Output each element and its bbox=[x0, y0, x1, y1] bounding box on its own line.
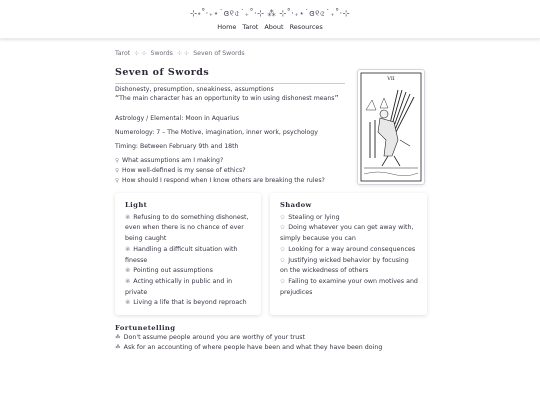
fortune-item-text: Ask for an accounting of where people have been and what they have been doing bbox=[123, 344, 383, 351]
shadow-item-text: Doing whatever you can get away with, simply because you can bbox=[280, 224, 414, 243]
card-numeral: VII bbox=[387, 76, 395, 82]
close-quote-icon: ” bbox=[334, 94, 339, 103]
question-bullet-icon: ♀ bbox=[115, 168, 120, 174]
question-item bbox=[115, 166, 347, 176]
fortune-item bbox=[115, 333, 427, 343]
flower-icon: ❀ bbox=[125, 213, 131, 221]
question-text: How should I respond when I know others are breaking the rules? bbox=[122, 177, 325, 184]
light-item-text: Acting ethically in public and in private bbox=[125, 277, 233, 296]
quote-text: The main character has an opportunity to win using dishonest means bbox=[119, 95, 335, 102]
light-shadow-panels bbox=[115, 193, 427, 315]
question-item bbox=[115, 176, 347, 186]
light-item bbox=[125, 277, 252, 298]
light-item bbox=[125, 298, 252, 309]
shadow-item bbox=[280, 256, 418, 277]
light-item bbox=[125, 213, 252, 245]
site-header bbox=[0, 0, 540, 39]
question-text: What assumptions am I making? bbox=[122, 157, 224, 164]
main-content bbox=[115, 50, 427, 351]
title-row bbox=[115, 67, 345, 78]
flower-icon: ❀ bbox=[125, 267, 131, 275]
fortunetelling-section bbox=[115, 323, 427, 353]
flower-icon: ❀ bbox=[125, 299, 131, 307]
shadow-item bbox=[280, 213, 418, 224]
question-bullet-icon: ♀ bbox=[115, 158, 120, 164]
light-item-text: Refusing to do something dishonest, even when there is no chance of ever being caught bbox=[125, 213, 249, 243]
shadow-list bbox=[280, 213, 418, 299]
clover-icon: ☘ bbox=[115, 344, 121, 351]
light-list bbox=[125, 213, 252, 309]
shadow-item bbox=[280, 245, 418, 256]
shadow-item-text: Failing to examine your own motives and prejudices bbox=[280, 277, 418, 296]
timing: Timing: Between February 9th and 18th bbox=[115, 143, 239, 150]
nav-about[interactable]: About bbox=[264, 23, 284, 31]
question-text: How well-defined is my sense of ethics? bbox=[122, 167, 246, 174]
clover-icon: ☘ bbox=[115, 334, 121, 341]
open-quote-icon: “ bbox=[115, 94, 120, 103]
nav-tarot[interactable]: Tarot bbox=[242, 23, 259, 31]
question-item bbox=[115, 156, 347, 166]
shadow-panel bbox=[270, 193, 427, 315]
breadcrumb-separator: ⊹ ⊹ bbox=[134, 50, 147, 57]
shadow-item-text: Looking for a way around consequences bbox=[288, 245, 416, 253]
light-item bbox=[125, 245, 252, 266]
fortunetelling-heading: Fortunetelling bbox=[115, 324, 176, 332]
astrology: Astrology / Elemental: Moon in Aquarius bbox=[115, 115, 239, 122]
fortune-item-text: Don't assume people around you are worthy of your trust bbox=[123, 334, 306, 341]
card-meta bbox=[115, 86, 347, 186]
light-item bbox=[125, 266, 252, 277]
breadcrumb-swords[interactable]: Swords bbox=[150, 50, 173, 57]
question-list bbox=[115, 156, 347, 186]
light-item-text: Handling a difficult situation with finesse bbox=[125, 245, 238, 264]
site-title: ⊹˖˚‧₊⋆˙ɞ୧৫˙₊˚‧⊹ ⁂ ⊹˚‧₊⋆˙ɞ୧৫˙₊˚‧⊹ bbox=[190, 9, 350, 19]
light-item-text: Pointing out assumptions bbox=[133, 267, 213, 275]
nav-home[interactable]: Home bbox=[217, 23, 237, 31]
flower-icon: ❀ bbox=[125, 277, 131, 285]
main-nav bbox=[0, 23, 540, 31]
light-item-text: Living a life that is beyond reproach bbox=[133, 299, 247, 307]
star-icon: ✩ bbox=[280, 277, 286, 285]
breadcrumb-current: Seven of Swords bbox=[193, 50, 245, 57]
keywords: Dishonesty, presumption, sneakiness, assumptions bbox=[115, 86, 274, 93]
breadcrumb-separator: ⊹ ⊹ bbox=[176, 50, 190, 57]
light-heading: Light bbox=[125, 201, 148, 209]
shadow-item bbox=[280, 223, 418, 244]
numerology: Numerology: 7 – The Motive, imagination, inner work, psychology bbox=[115, 129, 318, 136]
page-title: Seven of Swords bbox=[115, 67, 210, 78]
flower-icon: ❀ bbox=[125, 245, 131, 253]
shadow-heading: Shadow bbox=[280, 201, 312, 209]
breadcrumb bbox=[115, 50, 427, 57]
star-icon: ✩ bbox=[280, 213, 286, 221]
shadow-item-text: Justifying wicked behavior by focusing on the wickedness of others bbox=[280, 256, 409, 275]
star-icon: ✩ bbox=[280, 245, 286, 253]
shadow-item-text: Stealing or lying bbox=[288, 213, 340, 221]
shadow-item bbox=[280, 277, 418, 298]
light-panel bbox=[115, 193, 261, 315]
tarot-card-image bbox=[357, 69, 425, 185]
nav-resources[interactable]: Resources bbox=[289, 23, 323, 31]
fortunetelling-list bbox=[115, 333, 427, 353]
breadcrumb-tarot[interactable]: Tarot bbox=[115, 50, 131, 57]
question-bullet-icon: ♀ bbox=[115, 178, 120, 184]
title-divider bbox=[115, 83, 345, 84]
seven-of-swords-illustration bbox=[358, 70, 424, 184]
card-quote bbox=[115, 95, 347, 103]
star-icon: ✩ bbox=[280, 256, 286, 264]
star-icon: ✩ bbox=[280, 224, 286, 232]
fortune-item bbox=[115, 343, 427, 353]
